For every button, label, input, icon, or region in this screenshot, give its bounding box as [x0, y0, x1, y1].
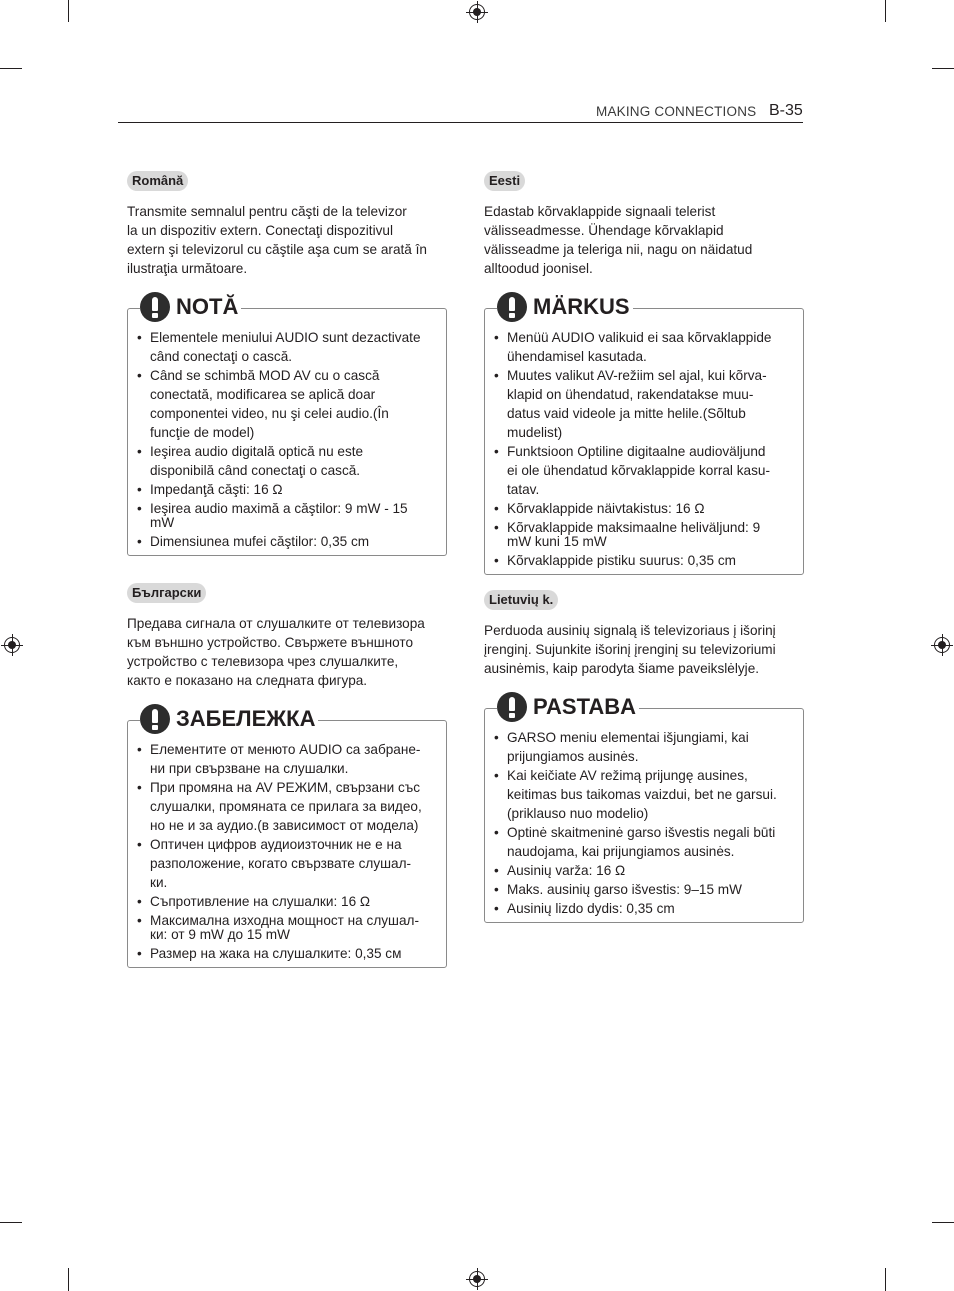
- header-divider: [118, 122, 803, 123]
- note-item: [494, 499, 795, 518]
- note-item: [494, 328, 795, 366]
- crop-mark: [932, 1222, 954, 1223]
- note-item-line: Optinė skaitmeninė garso išvestis negali būti: [507, 825, 776, 840]
- note-item-line: Kõrvaklappide pistiku suurus: 0,35 cm: [507, 553, 736, 568]
- intro-line: extern şi televizorul cu căştile aşa cum se arată în: [127, 242, 427, 257]
- note-box: [127, 706, 447, 968]
- crop-mark: [68, 0, 69, 22]
- note-item-line: datus vaid videole ja mitte helile.(Sõltub: [507, 406, 746, 421]
- note-item-line: prijungiamos ausinės.: [507, 749, 639, 764]
- exclamation-icon: [140, 292, 170, 322]
- note-item-line: Menüü AUDIO valikuid ei saa kõrvaklappide: [507, 330, 772, 345]
- note-box: [484, 294, 804, 575]
- note-item: [494, 366, 795, 442]
- note-item-line: Impedanţă căşti: 16 Ω: [150, 482, 283, 497]
- note-item: [137, 366, 438, 442]
- note-item: [137, 532, 438, 551]
- note-item-line: componentei video, nu şi celei audio.(În: [150, 406, 389, 421]
- language-section: [127, 583, 447, 968]
- note-item-line: разположение, когато свързвате слушал-: [150, 856, 412, 871]
- note-item-line: Kai keičiate AV režimą prijungę ausines,: [507, 768, 748, 783]
- exclamation-icon: [497, 292, 527, 322]
- note-item-line: mW kuni 15 mW: [507, 534, 607, 549]
- intro-paragraph: [127, 614, 447, 690]
- note-title: MÄRKUS: [533, 294, 630, 319]
- note-item-line: ки: от 9 mW до 15 mW: [150, 927, 290, 942]
- intro-line: Transmite semnalul pentru căşti de la televizor: [127, 204, 407, 219]
- note-item: [494, 823, 795, 861]
- note-item: [494, 883, 795, 897]
- registration-mark-icon: [469, 4, 485, 20]
- note-item-line: mW: [150, 515, 175, 530]
- intro-line: välisseadmesse. Ühendage kõrvaklapid: [484, 223, 724, 238]
- note-header: [497, 290, 633, 324]
- note-item-line: Елементите от менюто AUDIO са забране-: [150, 742, 421, 757]
- note-item-line: Elementele meniului AUDIO sunt dezactivate: [150, 330, 421, 345]
- intro-paragraph: [484, 202, 804, 278]
- note-item-line: Съпротивление на слушалки: 16 Ω: [150, 894, 371, 909]
- note-item-line: Maks. ausinių garso išvestis: 9–15 mW: [507, 882, 742, 897]
- language-badge: Eesti: [484, 171, 525, 191]
- note-list: [137, 328, 438, 551]
- note-item: [494, 899, 795, 918]
- note-item-line: funcţie de model): [150, 425, 255, 440]
- note-item-line: ühendamisel kasutada.: [507, 349, 647, 364]
- crop-mark: [885, 0, 886, 22]
- note-item-line: ки.: [150, 875, 168, 890]
- note-item-line: но не и за аудио.(в зависимост от модела): [150, 818, 419, 833]
- note-header: [140, 290, 241, 324]
- note-item-line: Dimensiunea mufei căştilor: 0,35 cm: [150, 534, 370, 549]
- language-badge: Română: [127, 171, 188, 191]
- note-item-line: mudelist): [507, 425, 563, 440]
- note-item: [137, 328, 438, 366]
- note-item-line: disponibilă când conectaţi o cască.: [150, 463, 361, 478]
- intro-line: įrenginį. Sujunkite išorinį įrenginį su televizoriumi: [484, 642, 776, 657]
- intro-paragraph: [484, 621, 804, 678]
- note-item-line: Максимална изходна мощност на слушал-: [150, 913, 419, 928]
- language-section: [484, 171, 804, 575]
- left-column: [127, 171, 447, 968]
- registration-mark-icon: [934, 637, 950, 653]
- note-item-line: când conectaţi o cască.: [150, 349, 293, 364]
- note-item: [137, 914, 438, 942]
- note-item-line: naudojama, kai prijungiamos ausinės.: [507, 844, 735, 859]
- intro-line: alltoodud joonisel.: [484, 261, 593, 276]
- crop-mark: [932, 68, 954, 69]
- crop-mark: [68, 1268, 69, 1291]
- page-number: B-35: [769, 102, 803, 119]
- note-item-line: Kõrvaklappide maksimaalne heliväljund: 9: [507, 520, 761, 535]
- note-title: NOTĂ: [176, 294, 239, 319]
- note-item-line: GARSO meniu elementai išjungiami, kai: [507, 730, 749, 745]
- intro-line: Предава сигнала от слушалките от телевизора: [127, 616, 425, 631]
- note-item-line: Ausinių lizdo dydis: 0,35 cm: [507, 901, 675, 916]
- note-item-line: Ausinių varža: 16 Ω: [507, 863, 626, 878]
- crop-mark: [0, 1222, 22, 1223]
- note-header: [497, 690, 639, 724]
- note-item-line: Muutes valikut AV-režiim sel ajal, kui kõrva-: [507, 368, 767, 383]
- language-badge: Lietuvių k.: [484, 590, 558, 610]
- note-item-line: Оптичен цифров аудиоизточник не е на: [150, 837, 402, 852]
- note-box: [484, 694, 804, 923]
- note-item: [494, 521, 795, 549]
- intro-line: Perduoda ausinių signalą iš televizoriaus į išorinį: [484, 623, 776, 638]
- note-box: [127, 294, 447, 556]
- note-list: [494, 728, 795, 918]
- intro-line: както е показано на следната фигура.: [127, 673, 368, 688]
- note-list: [137, 740, 438, 963]
- language-badge: Български: [127, 583, 206, 603]
- note-title: PASTABA: [533, 694, 637, 719]
- note-item: [137, 740, 438, 778]
- note-item: [137, 442, 438, 480]
- note-item: [494, 728, 795, 766]
- note-item-line: (priklauso nuo modelio): [507, 806, 649, 821]
- note-item-line: ни при свързване на слушалки.: [150, 761, 349, 776]
- intro-line: устройство с телевизора чрез слушалките,: [127, 654, 399, 669]
- note-item-line: Ieşirea audio digitală optică nu este: [150, 444, 364, 459]
- exclamation-icon: [497, 692, 527, 722]
- note-item-line: Kõrvaklappide näivtakistus: 16 Ω: [507, 501, 705, 516]
- note-item: [137, 480, 438, 499]
- intro-line: ausinėmis, kaip parodyta šiame paveikslėlyje.: [484, 661, 760, 676]
- exclamation-icon: [140, 704, 170, 734]
- section-title: MAKING CONNECTIONS: [596, 104, 757, 119]
- intro-line: към външно устройство. Свържете външното: [127, 635, 414, 650]
- note-title: ЗАБЕЛЕЖКА: [176, 706, 316, 731]
- note-item-line: Размер на жака на слушалките: 0,35 см: [150, 946, 402, 961]
- right-column: [484, 171, 804, 923]
- note-item: [137, 778, 438, 835]
- note-item-line: Funktsioon Optiline digitaalne audioväljund: [507, 444, 766, 459]
- note-item-line: слушалки, промяната се прилага за видео,: [150, 799, 422, 814]
- registration-mark-icon: [4, 637, 20, 653]
- note-item: [137, 944, 438, 963]
- intro-line: Edastab kõrvaklappide signaali telerist: [484, 204, 716, 219]
- note-item: [494, 551, 795, 570]
- intro-paragraph: [127, 202, 447, 278]
- note-item: [137, 892, 438, 911]
- note-item-line: conectată, modificarea se aplică doar: [150, 387, 376, 402]
- intro-line: ilustraţia următoare.: [127, 261, 248, 276]
- intro-line: välisseadme ja teleriga nii, nagu on näidatud: [484, 242, 753, 257]
- intro-line: la un dispozitiv extern. Conectaţi dispozitivul: [127, 223, 393, 238]
- note-item: [494, 442, 795, 499]
- note-item-line: Ieşirea audio maximă a căştilor: 9 mW - 15: [150, 501, 408, 516]
- note-item-line: keitimas bus taikomas vaizdui, bet ne garsui.: [507, 787, 777, 802]
- note-list: [494, 328, 795, 570]
- registration-mark-icon: [469, 1271, 485, 1287]
- note-item: [137, 835, 438, 892]
- note-item-line: ei ole ühendatud kõrvaklappide korral kasu-: [507, 463, 770, 478]
- note-header: [140, 702, 318, 736]
- language-section: [127, 171, 447, 556]
- note-item-line: При промяна на AV РЕЖИМ, свързани със: [150, 780, 421, 795]
- language-section: [484, 590, 804, 923]
- note-item-line: Când se schimbă MOD AV cu o cască: [150, 368, 380, 383]
- note-item-line: tatav.: [507, 482, 540, 497]
- note-item: [494, 861, 795, 880]
- crop-mark: [885, 1268, 886, 1291]
- note-item: [494, 766, 795, 823]
- note-item-line: klapid on ühendatud, rakendatakse muu-: [507, 387, 754, 402]
- note-item: [137, 502, 438, 530]
- crop-mark: [0, 68, 22, 69]
